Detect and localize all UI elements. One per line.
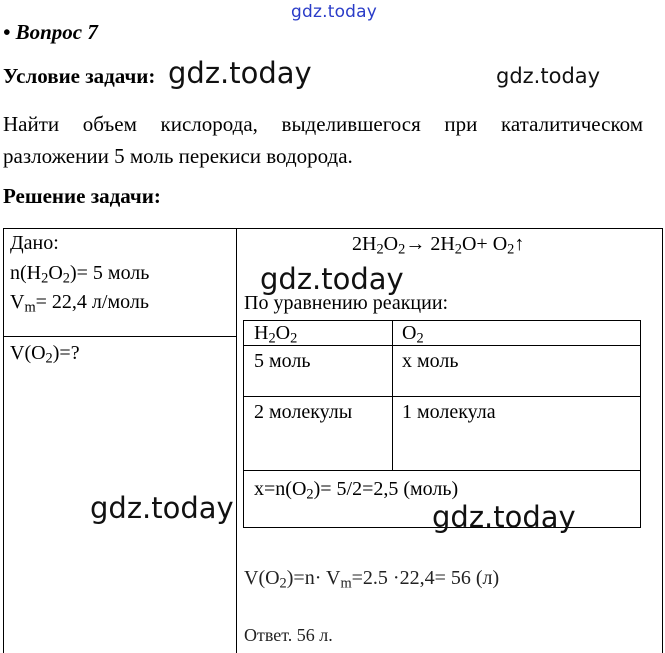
ratio-cell-molecules-h2o2: 2 молекулы xyxy=(254,401,353,423)
watermark-table-lower-left: gdz.today xyxy=(90,491,234,525)
given-molar-volume: $V_m= 22,4$ л/моль xyxy=(10,291,149,316)
reaction-equation: $2H_2O_2\to 2H_2O+$ $O_2↑$ xyxy=(352,233,525,258)
ratio-header-o2: $O_2$ xyxy=(402,322,424,347)
ratio-cell-molecules-o2: 1 молекула xyxy=(402,401,496,423)
volume-calculation: $V(O_2)=n\cdot V_m=2.5 \cdot 22,4= 56$ (л) xyxy=(244,567,500,592)
given-heading: Дано: xyxy=(10,232,59,254)
ratio-cell-moles-o2: x моль xyxy=(402,350,459,372)
ratio-header-h2o2: $H_2O_2$ xyxy=(254,322,298,347)
watermark-condition-small: gdz.today xyxy=(496,64,601,88)
question-title: • Вопрос 7 xyxy=(3,20,98,44)
watermark-condition-big: gdz.today xyxy=(168,56,312,90)
find-volume: $V(O_2)=$? xyxy=(10,342,80,367)
answer: Ответ. 56 л. xyxy=(244,625,333,645)
solution-label: Решение задачи: xyxy=(3,184,161,208)
watermark-table-upper: gdz.today xyxy=(260,262,404,296)
given-amount: $n(H_2O_2)= 5$ моль xyxy=(10,262,150,287)
ratio-cell-moles-h2o2: 5 моль xyxy=(254,350,311,372)
condition-label: Условие задачи: xyxy=(3,64,156,88)
watermark-table-lower-right: gdz.today xyxy=(432,500,576,534)
by-equation-label: По уравнению реакции: xyxy=(244,292,449,314)
x-calculation: $x=n(O_2)= 5/2=2,5$ (моль) xyxy=(254,478,459,503)
problem-text: Найти объем кислорода, выделившегося при каталитическом разложении 5 моль перекиси водорода. xyxy=(3,112,643,168)
watermark-top: gdz.today xyxy=(291,2,378,22)
